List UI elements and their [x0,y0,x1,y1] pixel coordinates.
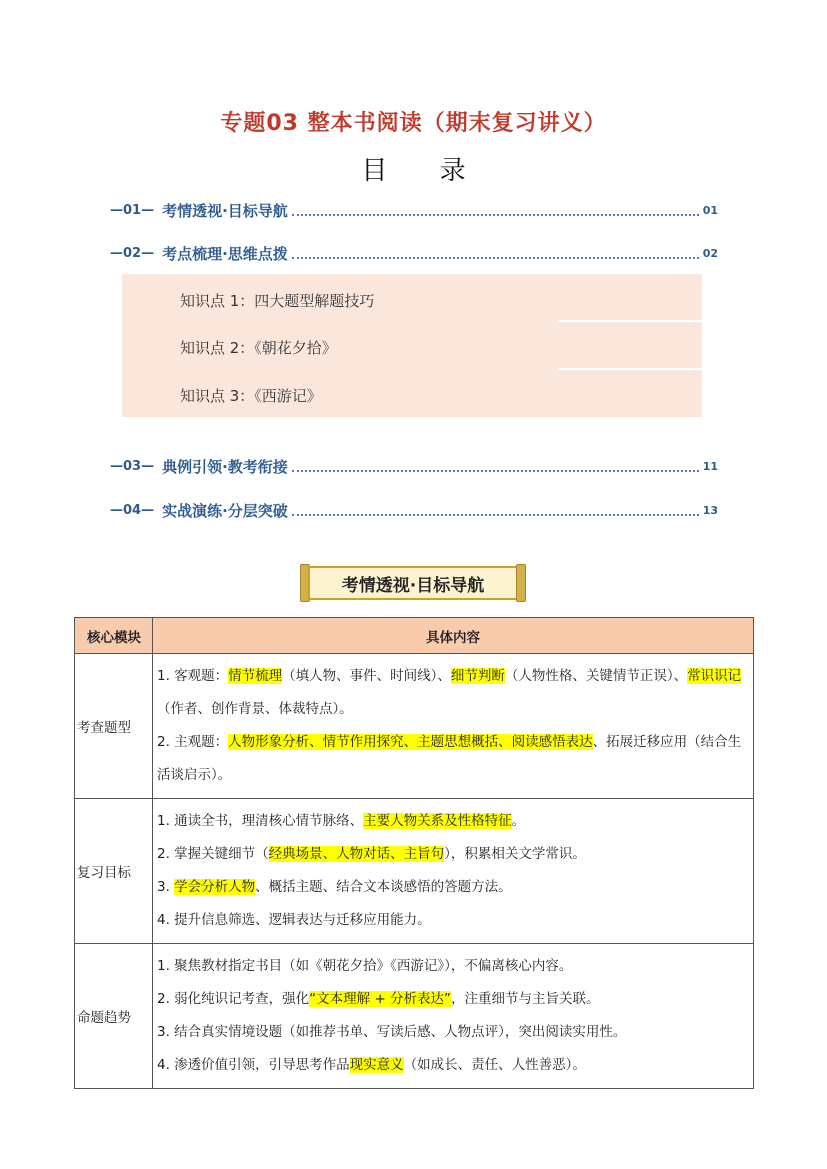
content-text: （如成长、责任、人性善恶）。 [403,1057,586,1073]
module-cell: 复习目标 [75,799,153,944]
toc-leader-dots [292,504,699,516]
content-text: 、拓展迁移应用（结合生活谈启示）。 [157,734,742,783]
content-text: 1. 聚焦教材指定书目（如《朝花夕拾》《西游记》），不偏离核心内容。 [157,958,573,974]
toc-entry-label: 典例引领·教考衔接 [162,457,288,476]
toc-entry-number: —04— [110,502,155,518]
content-text: 2. 主观题： [157,734,229,750]
content-line [157,726,751,792]
content-text: 4. 渗透价值引领，引导思考作品 [157,1057,350,1073]
review-table [74,617,754,1089]
table-row [75,654,754,799]
toc-entry-label: 考点梳理·思维点拨 [162,244,288,263]
content-line [157,1016,751,1049]
column-header-module: 核心模块 [75,618,153,654]
content-text: 。 [511,813,526,829]
highlighted-text: 常识识记 [687,668,742,684]
content-text: （填人物、事件、时间线）、 [282,668,451,684]
toc-entry-number: —01— [110,202,155,218]
content-line [157,904,751,937]
toc-entry-page: 13 [702,503,718,517]
content-cell [153,654,754,799]
content-text: ，注重细节与主旨关联。 [451,991,600,1007]
toc-entry-number: —03— [110,458,155,474]
toc-entry-01[interactable] [110,199,718,221]
toc-entry-02[interactable] [110,242,718,264]
highlighted-text: 经典场景、人物对话、主旨句 [268,846,445,862]
toc-leader-dots [292,247,699,259]
highlighted-text: 情节梳理 [228,668,283,684]
toc-entry-03[interactable] [110,455,718,477]
knowledge-point-2[interactable]: 知识点 2：《朝花夕拾》 [180,339,337,357]
content-text: 2. 弱化纯识记考查，强化 [157,991,310,1007]
content-line [157,950,751,983]
toc-leader-dots [292,460,699,472]
content-line [157,871,751,904]
content-text: 2. 掌握关键细节（ [157,846,269,862]
highlighted-text: 现实意义 [349,1057,404,1073]
content-text: 1. 通读全书，理清核心情节脉络、 [157,813,364,829]
highlighted-text: 主要人物关系及性格特征 [363,813,512,829]
content-line [157,838,751,871]
content-text: 3. [157,879,175,895]
toc-entry-page: 11 [702,459,718,473]
toc-entry-label: 实战演练·分层突破 [162,501,288,520]
content-line [157,805,751,838]
toc-entry-page: 01 [702,203,718,217]
content-text: ），积累相关文学常识。 [444,846,586,862]
scroll-cap-right [516,564,526,602]
content-text: 3. 结合真实情境设题（如推荐书单、写读后感、人物点评），突出阅读实用性。 [157,1024,627,1040]
knowledge-point-1[interactable]: 知识点 1：四大题型解题技巧 [180,292,375,310]
toc-entry-number: —02— [110,245,155,261]
table-row [75,944,754,1089]
content-line [157,983,751,1016]
section-banner-label: 考情透视·目标导航 [308,566,518,600]
toc-leader-dots [292,204,699,216]
toc-entry-04[interactable] [110,499,718,521]
table-row [75,799,754,944]
content-text: （人物性格、关键情节正误）、 [504,668,688,684]
document-title: 专题03 整本书阅读（期末复习讲义） [220,111,607,136]
highlighted-text: 学会分析人物 [174,879,256,895]
highlighted-text: 人物形象分析、情节作用探究、主题思想概括、阅读感悟表达 [228,734,593,750]
module-cell: 考查题型 [75,654,153,799]
table-header-row [75,618,754,654]
highlighted-text: 细节判断 [450,668,505,684]
content-cell [153,799,754,944]
highlighted-text: “文本理解 + 分析表达” [309,991,452,1007]
content-cell [153,944,754,1089]
content-text: 1. 客观题： [157,668,229,684]
content-line [157,660,751,726]
content-text: 、概括主题、结合文本谈感悟的答题方法。 [255,879,512,895]
knowledge-point-3[interactable]: 知识点 3：《西游记》 [180,387,322,405]
section-banner [300,564,526,602]
content-text: 4. 提升信息筛选、逻辑表达与迁移应用能力。 [157,912,431,928]
kp-divider [558,368,702,370]
content-line [157,1049,751,1082]
column-header-content: 具体内容 [153,618,754,654]
content-text: （作者、创作背景、体裁特点）。 [157,701,353,717]
toc-entry-page: 02 [702,246,718,260]
kp-divider [558,320,702,322]
toc-heading: 目 录 [361,156,488,186]
toc-entry-label: 考情透视·目标导航 [162,201,288,220]
module-cell: 命题趋势 [75,944,153,1089]
